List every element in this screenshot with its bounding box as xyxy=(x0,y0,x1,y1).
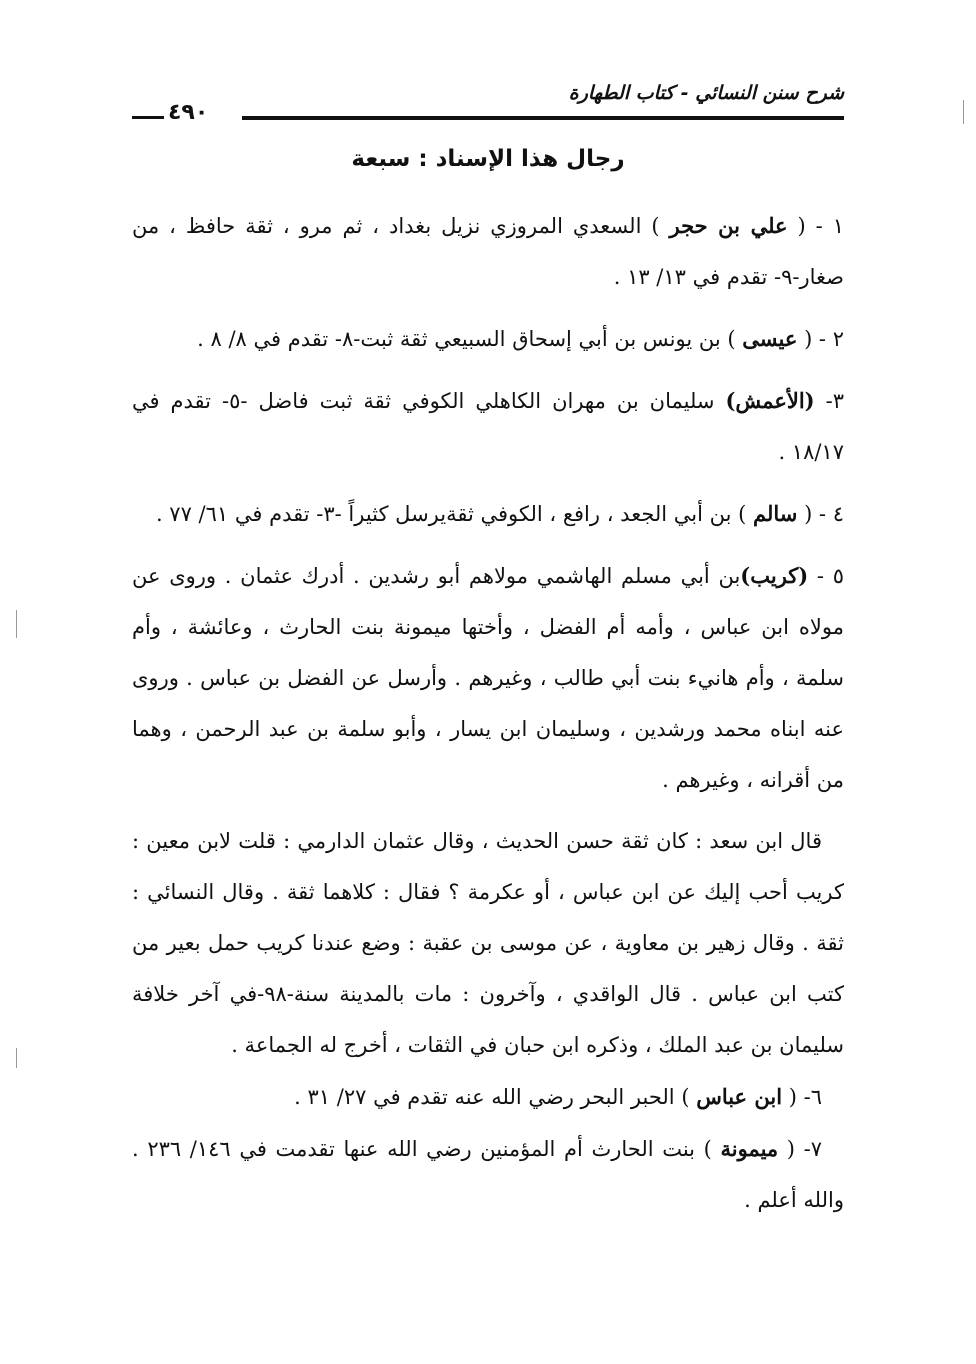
narrator-description: ) بنت الحارث أم المؤمنين رضي الله عنها تقدمت في ١٤٦/ ٢٣٦ . والله أعلم . xyxy=(132,1137,844,1212)
page-number: ٤٩٠ xyxy=(168,100,209,125)
narrator-entry-7 xyxy=(132,1123,844,1226)
narrator-name: علي بن حجر xyxy=(669,213,788,238)
entry-number: ٢ - ( xyxy=(797,327,844,351)
entry-number: ٥ - xyxy=(808,564,844,588)
running-title: شرح سنن النسائي - كتاب الطهارة xyxy=(568,82,844,104)
narrator-name: ابن عباس xyxy=(696,1084,783,1109)
entry-number: ١ - ( xyxy=(787,214,844,238)
narrator-entry-3 xyxy=(132,375,844,478)
narrator-name: ميمونة xyxy=(720,1136,779,1161)
narrator-description: ) بن أبي الجعد ، رافع ، الكوفي ثقةيرسل كثيراً -٣- تقدم في ٦١/ ٧٧ . xyxy=(155,502,754,526)
narrator-entry-6 xyxy=(132,1071,844,1123)
narrator-description: ) بن يونس بن أبي إسحاق السبيعي ثقة ثبت-٨- تقدم في ٨/ ٨ . xyxy=(197,327,743,351)
narrator-entry-5 xyxy=(132,550,844,806)
running-header xyxy=(132,78,844,128)
narrator-entry-4 xyxy=(132,488,844,540)
scan-edge-mark xyxy=(16,1048,17,1068)
narrator-name: سالم xyxy=(753,501,798,526)
narrator-description: سليمان بن مهران الكاهلي الكوفي ثقة ثبت فاضل -٥- تقدم في ١٨/١٧ . xyxy=(132,389,844,464)
page-number-rule xyxy=(132,116,164,119)
narrator-entry-1 xyxy=(132,200,844,303)
narrators-list xyxy=(132,200,844,1226)
narrator-description: بن أبي مسلم الهاشمي مولاهم أبو رشدين . أدرك عثمان . وروى عن مولاه ابن عباس ، وأمه أم الفضل ، وأختها ميمونة بنت الحارث ، وعائشة ، وأم سلمة ، وأم هانيء بنت أبي طالب ، وغيرهم . وأرسل عن الفضل بن عباس . وروى عنه ابناه محمد ورشدين ، وسليمان ابن يسار ، وأبو سلمة بن عبد الرحمن ، وهما من أقرانه ، وغيرهم . xyxy=(132,564,844,792)
scan-edge-mark xyxy=(963,100,964,124)
header-rule xyxy=(242,116,844,120)
narrator-description: ) السعدي المروزي نزيل بغداد ، ثم مرو ، ثقة حافظ ، من صغار-٩- تقدم في ١٣/ ١٣ . xyxy=(132,214,844,289)
narrator-name: (الأعمش) xyxy=(725,388,815,413)
narrator-description: ) الحبر البحر رضي الله عنه تقدم في ٢٧/ ٣١ . xyxy=(294,1085,697,1109)
entry-number: ٤ - ( xyxy=(797,502,844,526)
entry-number: ٧- ( xyxy=(778,1137,823,1161)
scan-edge-mark xyxy=(16,610,17,638)
narrator-name: عيسى xyxy=(742,326,798,351)
narrator-name: (كريب) xyxy=(740,563,809,588)
section-heading: رجال هذا الإسناد : سبعة xyxy=(351,146,625,172)
biography-quote: قال ابن سعد : كان ثقة حسن الحديث ، وقال عثمان الدارمي : قلت لابن معين : كريب أحب إليك عن ابن عباس ، أو عكرمة ؟ فقال : كلاهما ثقة . وقال النسائي : ثقة . وقال زهير بن معاوية ، عن موسى بن عقبة : وضع عندنا كريب حمل بعير من كتب ابن عباس . قال الواقدي ، وآخرون : مات بالمدينة سنة-٩٨-في آخر خلافة سليمان بن عبد الملك ، وذكره ابن حبان في الثقات ، أخرج له الجماعة . xyxy=(132,829,844,1057)
narrator-entry-2 xyxy=(132,313,844,365)
entry-number: ٦- ( xyxy=(782,1085,822,1109)
entry-number: ٣- xyxy=(814,389,844,413)
